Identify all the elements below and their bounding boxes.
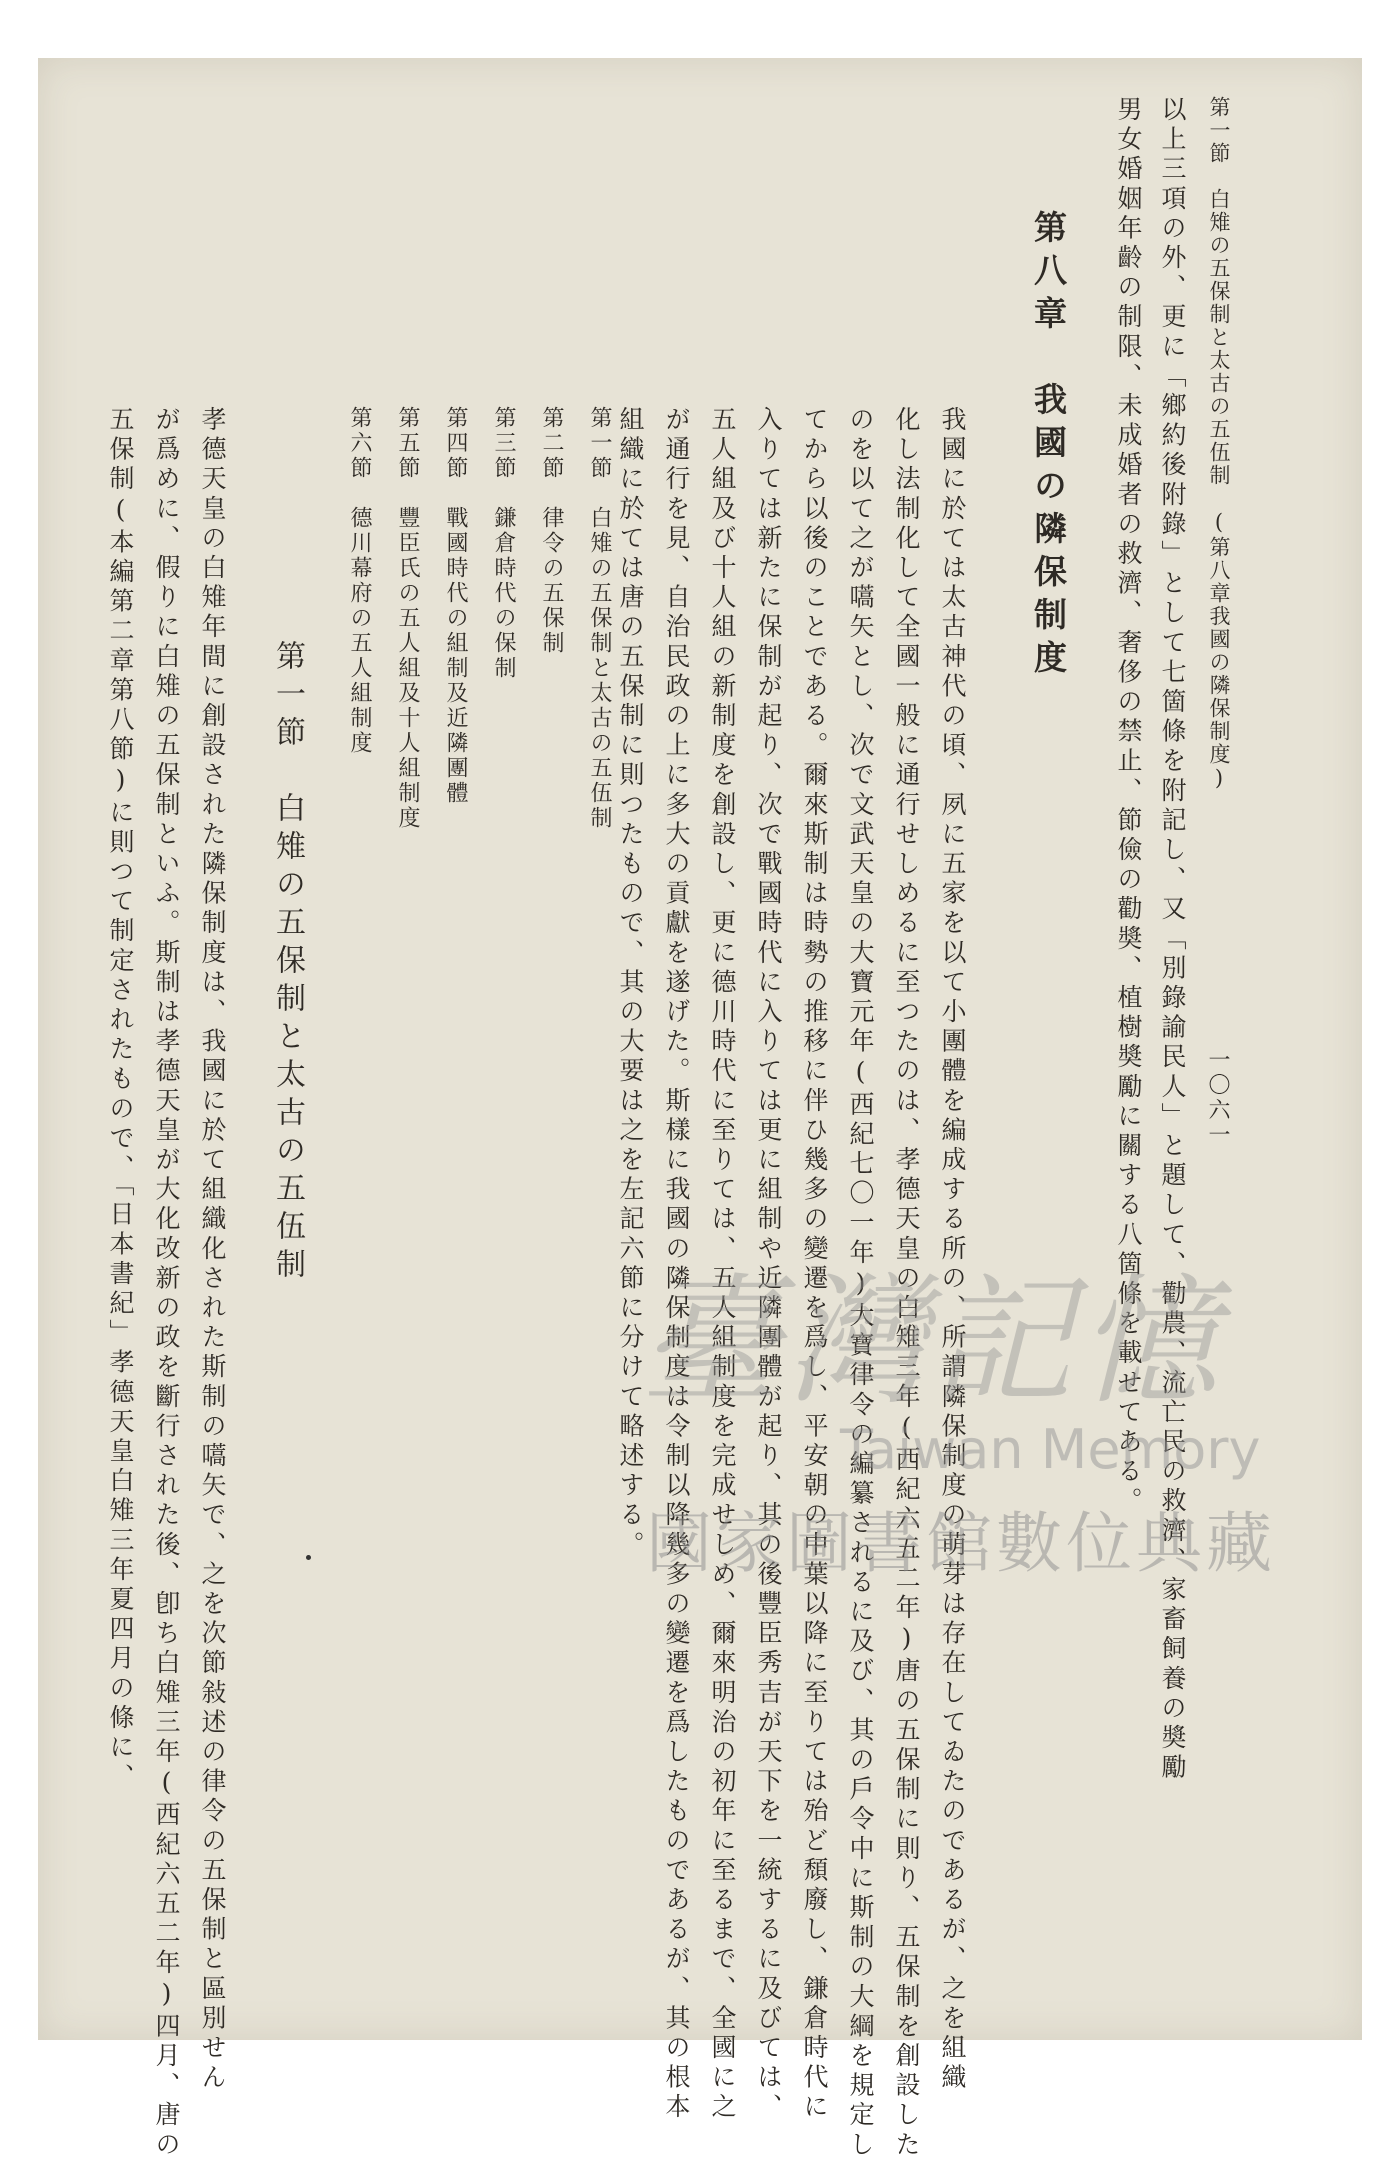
intro-line: 以上三項の外、更に「鄉約後附錄」として七箇條を附記し、又「別錄諭民人」と題して、勸農、流亡民の救濟、家畜飼養の奬勵 [1158,96,1187,1784]
watermark-logo: 臺灣記憶 [640,1261,1225,1424]
toc-item [588,406,610,831]
toc-item-number: 第四節 [443,406,468,481]
toc-item-title: 戰國時代の組制及近隣團體 [443,506,468,806]
section-title: 第一節 白雉の五保制と太古の五伍制 [270,640,305,1286]
chapter-paragraph-line: 五人組及び十人組の新制度を創設し、更に德川時代に至りては、五人組制度を完成せしめ、爾來明治の初年に至るまで、全國に之 [708,406,737,2123]
chapter-paragraph-line: が通行を見、自治民政の上に多大の貢獻を遂げた。斯樣に我國の隣保制度は令制以降幾多の變遷を爲したものであるが、其の根本 [662,406,691,2123]
toc-item-title: 白雉の五保制と太古の五伍制 [587,506,612,831]
toc-item [396,406,418,831]
watermark-chinese: 國家圖書館數位典藏 [646,1505,1276,1582]
intro-line: 男女婚姻年齡の制限、未成婚者の救濟、奢侈の禁止、節儉の勸奬、植樹奬勵に關する八箇條を載せてある。 [1114,96,1143,1517]
chapter-paragraph-line: 我國に於ては太古神代の頃、夙に五家を以て小團體を編成する所の、所謂隣保制度の萌芽は存在してゐたのであるが、之を組織 [938,406,967,2094]
toc-item-title: 德川幕府の五人組制度 [347,506,372,756]
print-speck [306,1555,311,1560]
section-paragraph-line: 孝德天皇の白雉年間に創設された隣保制度は、我國に於て組織化された斯制の嚆矢で、之を次節敍述の律令の五保制と區別せん [198,406,227,2094]
toc-item [540,406,562,656]
chapter-paragraph-line: 入りては新たに保制が起り、次で戰國時代に入りては更に組制や近隣團體が起り、其の後豐臣秀吉が天下を一統するに及びては、 [754,406,783,2123]
section-paragraph-line: 五保制(本編第二章第八節)に則つて制定されたもので、「日本書紀」孝德天皇白雉三年夏四月の條に、 [106,406,135,1793]
chapter-paragraph-line: てから以後のことである。爾來斯制は時勢の推移に伴ひ幾多の變遷を爲し、平安朝の中葉以降に至りては殆ど頹廢し、鎌倉時代に [800,406,829,2123]
toc-item [348,406,370,756]
toc-item [444,406,466,806]
watermark-english: Taiwan Memory [840,1418,1261,1481]
chapter-paragraph-line: 組織に於ては唐の五保制に則つたもので、其の大要は之を左記六節に分けて略述する。 [616,406,645,1561]
toc-item-number: 第六節 [347,406,372,481]
toc-item-number: 第五節 [395,406,420,481]
toc-item-title: 律令の五保制 [539,506,564,656]
toc-item-number: 第二節 [539,406,564,481]
running-header: 第一節 白雉の五保制と太古の五伍制 (第八章我國の隣保制度) [1207,96,1231,792]
toc-item-number: 第三節 [491,406,516,481]
toc-item-title: 豐臣氏の五人組及十人組制度 [395,506,420,831]
section-paragraph-line: が爲めに、假りに白雉の五保制といふ。斯制は孝德天皇が大化改新の政を斷行された後、卽ち白雉三年(西紀六五二年)四月、唐の [152,406,181,2160]
toc-item-title: 鎌倉時代の保制 [491,506,516,681]
toc-item-number: 第一節 [587,406,612,481]
chapter-title: 第八章 我國の隣保制度 [1029,210,1068,683]
page-number: 一〇六一 [1205,1048,1230,1148]
chapter-paragraph-line: 化し法制化して全國一般に通行せしめるに至つたのは、孝德天皇の白雉三年(西紀六五二年)唐の五保制に則り、五保制を創設した [892,406,921,2160]
chapter-paragraph-line: のを以て之が嚆矢とし、次で文武天皇の大寶元年(西紀七〇一年)大寶律令の編纂されるに及び、其の戶令中に斯制の大綱を規定し [846,406,875,2160]
toc-item [492,406,514,681]
